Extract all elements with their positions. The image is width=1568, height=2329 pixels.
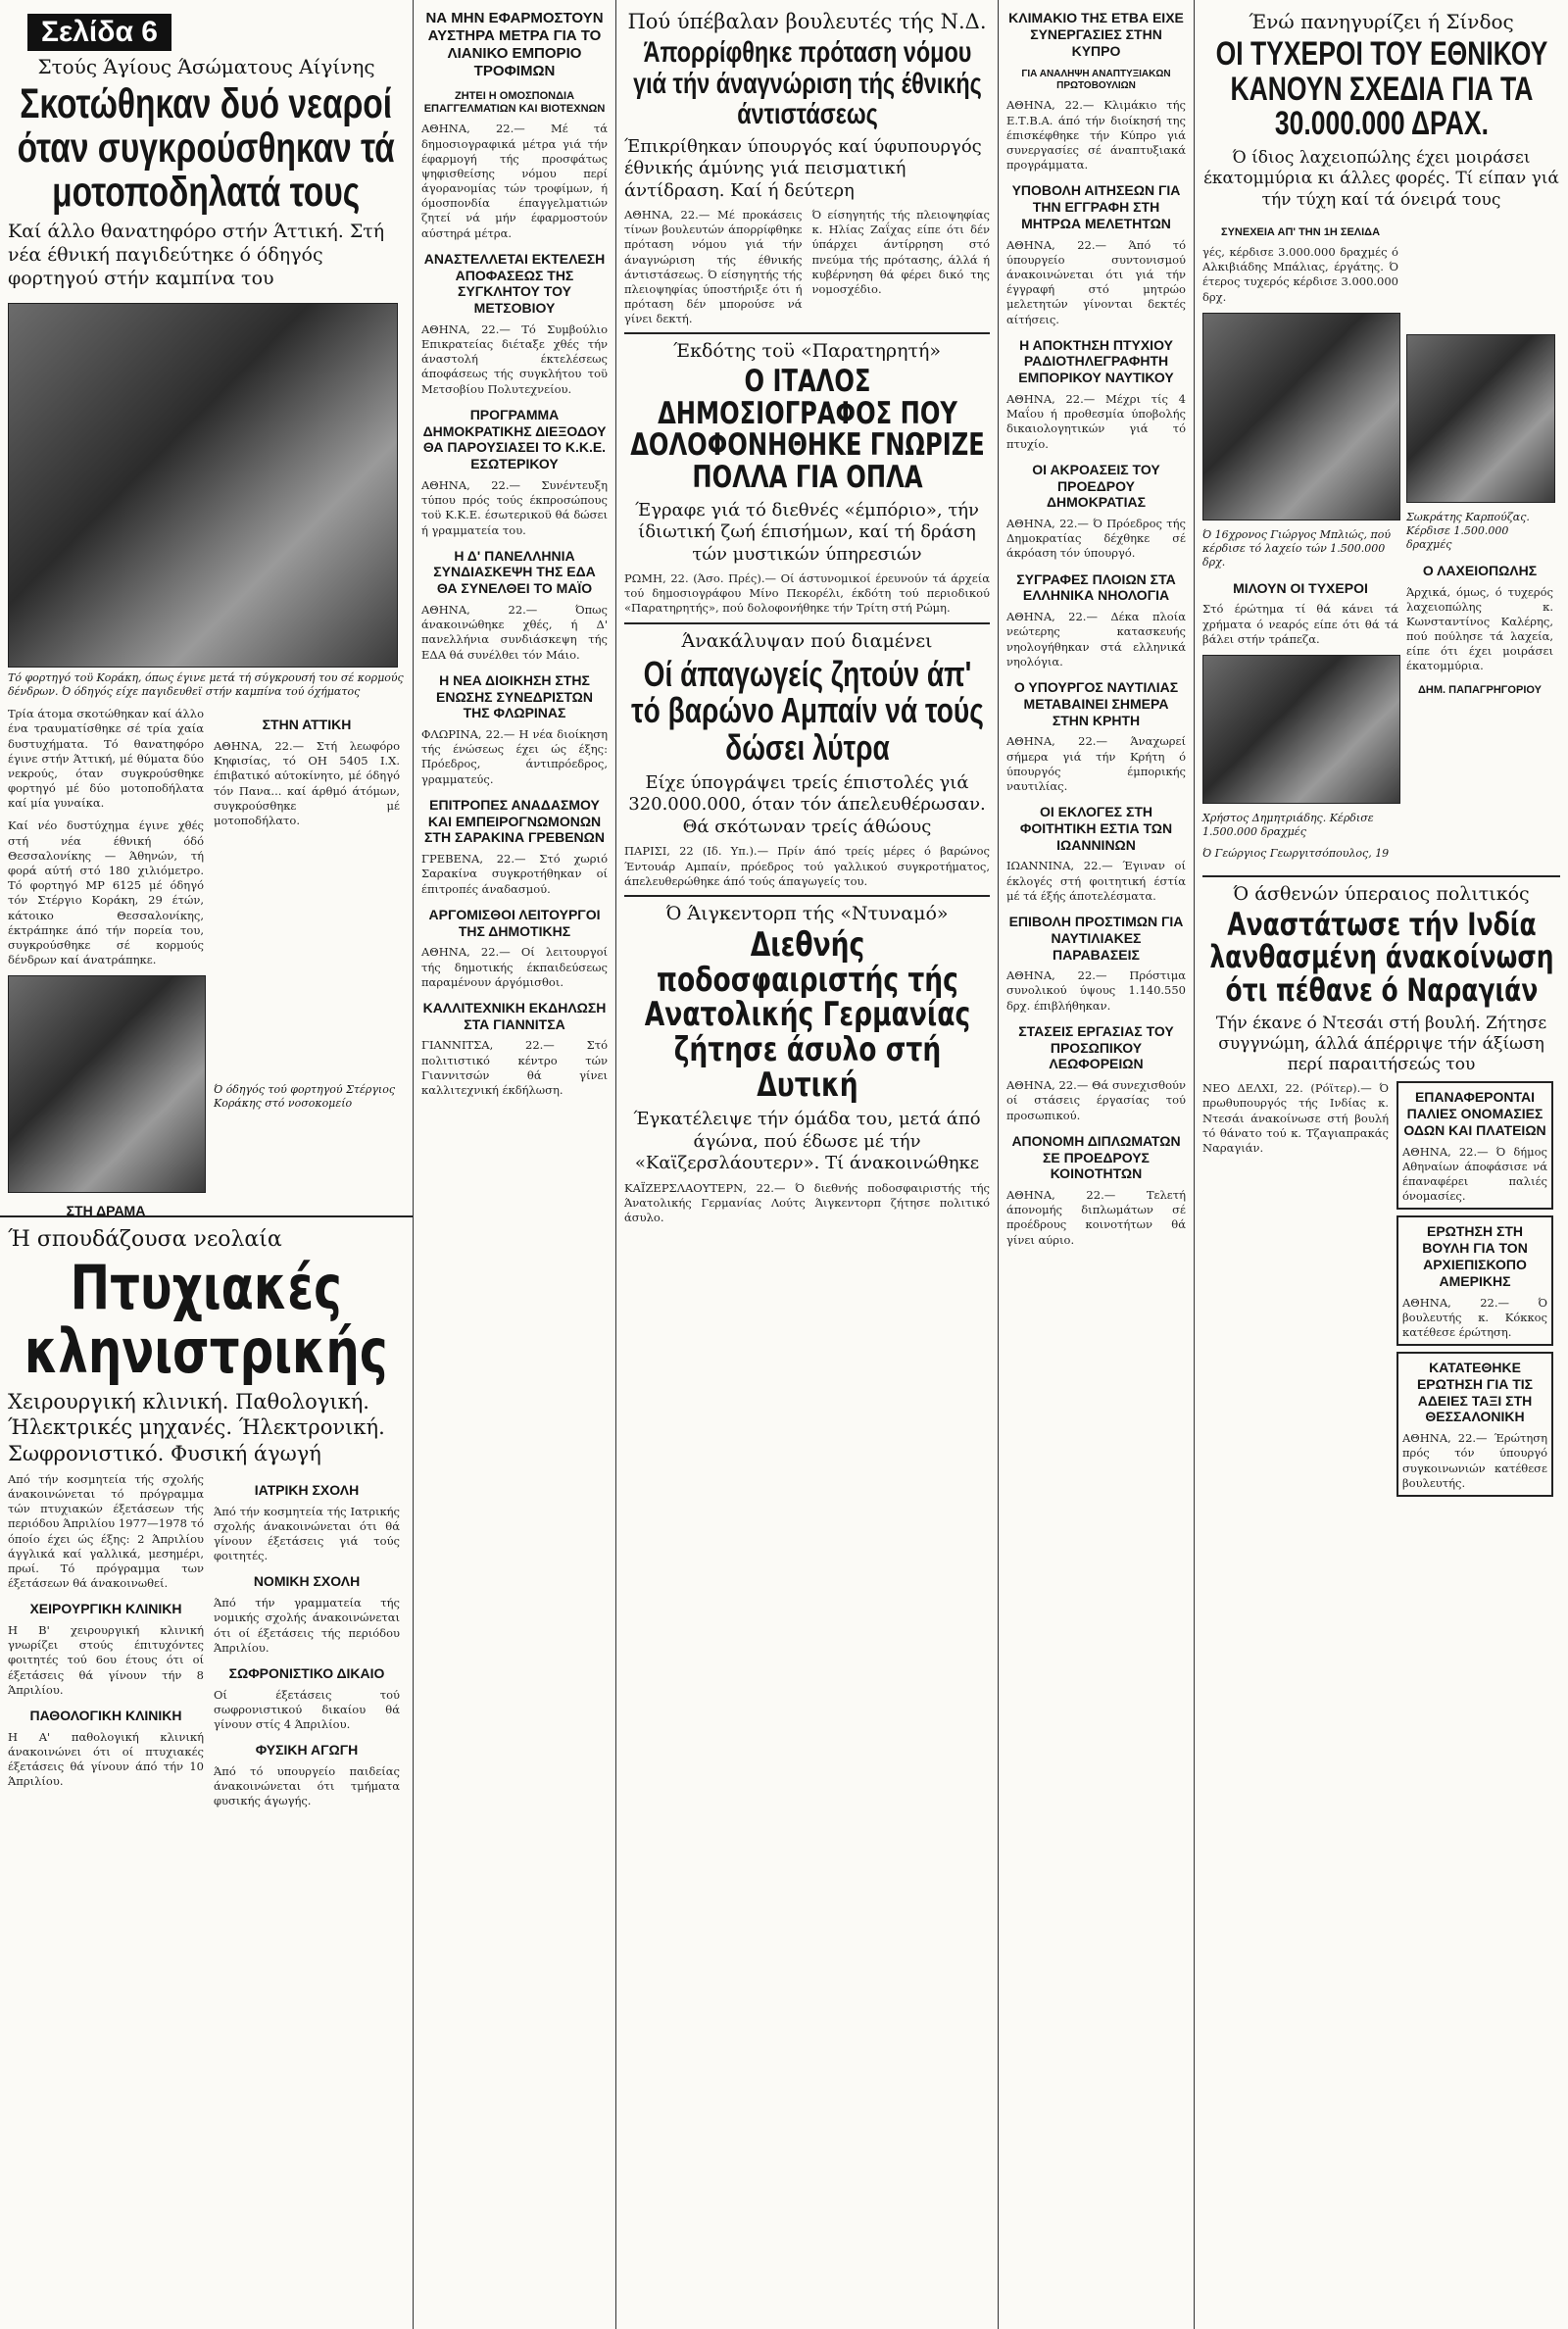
crash-truck-photo [8,303,398,668]
article-body: ΑΘΗΝΑ, 22.— Οί λειτουργοί τής δημοτικής έκπαιδεύσεως παραμένουν άργόμισθοι. [421,945,608,989]
article-body: Άπό τήν κοσμητεία τής Ιατρικής σχολής άνακοινώνεται ότι θά γίνουν έξετάσεις γιά τούς φοιτητές. [214,1504,400,1563]
article-subhead: Ό ίδιος λαχειοπώλης έχει μοιράσει έκατομμύρια κι άλλες φορές. Τί είπαν γιά τήν τύχη καί τά όνειρά τους [1203,148,1559,210]
section-heading: ΣΤΗ ΔΡΑΜΑ [66,1203,146,1215]
column-4 [999,0,1194,2329]
article-kicker: Πού ύπέβαλαν βουλευτές τής Ν.Δ. [627,10,987,33]
article-body: ΑΘΗΝΑ, 22.— Άπό τό ύπουργείο συντονισμού άνακοινώνεται ότι γιά τήν έγγραφή στό μητρώο μελετητών γίνονται δεκτές αίτήσεις. [1006,237,1186,326]
section-heading: ΣΥΝΕΧΕΙΑ ΑΠ' ΤΗΝ 1Η ΣΕΛΙΔΑ [1220,225,1381,238]
photo-caption: Ό Γεώργιος Γεωργιτσόπουλος, 19 [1202,847,1390,861]
article-headline: Ο ΥΠΟΥΡΓΟΣ ΝΑΥΤΙΛΙΑΣ ΜΕΤΑΒΑΙΝΕΙ ΣΗΜΕΡΑ ΣΤΗΝ ΚΡΗΤΗ [1013,678,1179,728]
article-headline: ΑΝΑΣΤΕΛΛΕΤΑΙ ΕΚΤΕΛΕΣΗ ΑΠΟΦΑΣΕΩΣ ΤΗΣ ΣΥΓΚΛΗΤΟΥ ΤΟΥ ΜΕΤΣΟΒΙΟΥ [423,250,606,317]
article-body: Η Α' παθολογική κλινική άνακοινώνει ότι οί πτυχιακές έξετάσεις θά γίνουν άπό τήν 10 Άπριλίου. [8,1729,204,1789]
article-body: ΦΛΩΡΙΝΑ, 22.— Η νέα διοίκηση τής ένώσεως έχει ώς έξης: Πρόεδρος, άντιπρόεδρος, γραμματεύς. [421,727,608,786]
column-2 [414,0,615,2329]
article-headline: Ο ΙΤΑΛΟΣ ΔΗΜΟΣΙΟΓΡΑΦΟΣ ΠΟΥ ΔΟΛΟΦΟΝΗΘΗΚΕ ΓΝΩΡΙΖΕ ΠΟΛΛΑ ΓΙΑ ΟΠΛΑ [629,364,985,496]
article-headline: ΟΙ ΑΚΡΟΑΣΕΙΣ ΤΟΥ ΠΡΟΕΔΡΟΥ ΔΗΜΟΚΡΑΤΙΑΣ [1032,461,1160,511]
box-headline: ΕΡΩΤΗΣΗ ΣΤΗ ΒΟΥΛΗ ΓΙΑ ΤΟΝ ΑΡΧΙΕΠΙΣΚΟΠΟ ΑΜΕΡΙΚΗΣ [1422,1223,1528,1289]
article-headline: ΚΑΛΛΙΤΕΧΝΙΚΗ ΕΚΔΗΛΩΣΗ ΣΤΑ ΓΙΑΝΝΙΤΣΑ [422,999,607,1032]
winner-photo-boy [1202,313,1400,520]
article-body: ΑΘΗΝΑ, 22.— Μέ τά δημοσιογραφικά μέτρα γιά τήν έφαρμογή τής προσφάτως ψηφισθείσης νόμου περί άγορανομίας τών τροφίμων, ή όμοσπονδία έπαγγελματιών ζητεί νά μήν έφαρμοστούν αύστηρά μέτρα. [421,122,608,240]
article-headline: ΑΡΓΟΜΙΣΘΟΙ ΛΕΙΤΟΥΡΓΟΙ ΤΗΣ ΔΗΜΟΤΙΚΗΣ [428,906,601,939]
article-subhead: Έγκατέλειψε τήν όμάδα του, μετά άπό άγώνα, πού έδωσε μέ τήν «Καϊζερσλάουτερν». Τί άνακοινώθηκε [633,1109,981,1174]
article-headline: ΥΠΟΒΟΛΗ ΑΙΤΗΣΕΩΝ ΓΙΑ ΤΗΝ ΕΓΓΡΑΦΗ ΣΤΗ ΜΗΤΡΩΑ ΜΕΛΕΤΗΤΩΝ [1011,182,1181,231]
section-heading: ΝΟΜΙΚΗ ΣΧΟΛΗ [253,1573,361,1590]
article-body: Άπό τήν γραμματεία τής νομικής σχολής άνακοινώνεται ότι οί έξετάσεις τής περιόδου Άπριλίου. [214,1596,400,1655]
article-subhead: ΓΙΑ ΑΝΑΛΗΨΗ ΑΝΑΠΤΥΞΙΑΚΩΝ ΠΡΩΤΟΒΟΥΛΙΩΝ [1021,69,1171,92]
article-body: ΑΘΗΝΑ, 22.— Κλιμάκιο τής Ε.Τ.Β.Α. άπό τήν διοίκησή της έπισκέφθηκε τήν Κύπρο γιά συνεργασίες σέ άναπτυξιακά προγράμματα. [1006,98,1186,173]
article-body: ΑΘΗΝΑ, 22.— Συνέντευξη τύπου πρός τούς έκπροσώπους τοϋ Κ.Κ.Ε. έσωτερικοϋ θά δώσει ή γραμματεία του. [421,477,608,537]
section-heading: ΠΑΘΟΛΟΓΙΚΗ ΚΛΙΝΙΚΗ [29,1707,182,1723]
byline: ΔΗΜ. ΠΑΠΑΓΡΗΓΟΡΙΟΥ [1418,683,1542,696]
photo-caption: Χρήστος Δημητριάδης. Κέρδισε 1.500.000 δραχμές [1202,811,1374,839]
article-subhead: Τήν έκανε ό Ντεσάι στή βουλή. Ζήτησε συγγνώμη, άλλά άπέρριψε τήν άξίωση περί παραιτήσεώς του [1215,1013,1547,1075]
article-body: ΡΩΜΗ, 22. (Άσο. Πρές).— Οί άστυνομικοί έρευνούν τά άρχεία τού δημοσιογράφου Μίνο Πεκορέλι, έκδότη τού περιοδικού «Παρατηρητής», πού δολοφονήθηκε τήν Τρίτη στή Ρώμη. [624,571,990,616]
section-heading: ΣΩΦΡΟΝΙΣΤΙΚΟ ΔΙΚΑΙΟ [228,1664,385,1681]
article-subhead: Χειρουργική κλινική. Παθολογική. Ήλεκτρικές μηχανές. Ήλεκτρονική. Σωφρονιστικό. Φυσική άγωγή [8,1390,385,1465]
article-body: ΑΘΗΝΑ, 22.— Μέχρι τίς 4 Μαΐου ή προθεσμία ύποβολής δικαιολογητικών γιά τό πτυχίο. [1006,392,1186,451]
page-label: Σελίδα 6 [27,14,172,51]
photo-caption: Τό φορτηγό τοϋ Κοράκη, όπως έγινε μετά τή σύγκρουσή του σέ κορμούς δένδρων. Ό όδηγός είχε παγιδευθεϊ στήν καμπίνα τού όχήματος [8,670,404,698]
article-headline: Η ΑΠΟΚΤΗΣΗ ΠΤΥΧΙΟΥ ΡΑΔΙΟΤΗΛΕΓΡΑΦΗΤΗ ΕΜΠΟΡΙΚΟΥ ΝΑΥΤΙΚΟΥ [1018,336,1174,386]
article-body: Από τήν κοσμητεία τής σχολής άνακοινώνεται τό πρόγραμμα τών πτυχιακών έξετάσεων τής περιόδου Άπριλίου 1977—1978 τό όποίο έχει ώς έξης: 2 Άπριλίου άγγλικά καί γαλλικά, μεσημέρι, πρωί. Τό πρόγραμμα των έξετάσεων θά άνακοινωθεί. [8,1471,204,1591]
winner-photo-man [1202,655,1400,804]
article-body: ΑΘΗΝΑ, 22.— Μέ προκάσεις τίνων βουλευτών άπορρίφθηκε πρόταση νόμου γιά τήν άναγνώριση τής έθνικής άντιστάσεως. Ό είσηγητής τής πλειοψηφίας ύποστήριξε ότι ή πρόταση δέν μπορούσε νά γίνει δεκτή. [624,208,803,326]
box-headline: ΕΠΑΝΑΦΕΡΟΝΤΑΙ ΠΑΛΙΕΣ ΟΝΟΜΑΣΙΕΣ ΟΔΩΝ ΚΑΙ ΠΛΑΤΕΙΩΝ [1403,1089,1546,1138]
article-body: Ό είσηγητής τής πλειοψηφίας κ. Ηλίας Ζαΐχας είπε ότι δέν ύπάρχει άντίρρηση στό πνεύμα τής πρότασης, άλλά ή κυβέρνηση θά φέρει δικό της νομοσχέδιο. [811,208,990,296]
article-body: ΑΘΗΝΑ, 22.— Όπως άνακοινώθηκε χθές, ή Δ' πανελλήνια συνδιάσκεψη τής ΕΔΑ θά συνέλθει τόν Μάιο. [421,603,608,662]
section-heading: ΜΙΛΟΥΝ ΟΙ ΤΥΧΕΡΟΙ [1233,579,1368,596]
article-subhead: Καί άλλο θανατηφόρο στήν Άττική. Στή νέα έθνική παγιδεύτηκε ό όδηγός φορτηγού στήν καμπίνα του [8,221,385,289]
article-headline: ΟΙ ΤΥΧΕΡΟΙ ΤΟΥ ΕΘΝΙΚΟΥ ΚΑΝΟΥΝ ΣΧΕΔΙΑ ΓΙΑ ΤΑ 30.000.000 ΔΡΑΧ. [1215,35,1547,143]
driver-hospital-photo [8,975,206,1193]
article-kicker: Ή σπουδάζουσα νεολαία [8,1227,282,1252]
column-left-bottom [0,1215,413,2329]
article-headline: Διεθνής ποδοσφαιριστής τής Ανατολικής Γερμανίας ζήτησε άσυλο στή Δυτική [644,924,970,1105]
article-body: ΓΡΕΒΕΝΑ, 22.— Στό χωριό Σαρακίνα συγκροτήθηκαν οί έπιτροπές άναδασμού. [421,852,608,896]
article-headline: ΕΠΙΤΡΟΠΕΣ ΑΝΑΔΑΣΜΟΥ ΚΑΙ ΕΜΠΕΙΡΟΓΝΩΜΟΝΩΝ ΣΤΗ ΣΑΡΑΚΙΝΑ ΓΡΕΒΕΝΩΝ [424,796,605,846]
article-body: ΑΘΗΝΑ, 22.— Τό Συμβούλιο Επικρατείας διέταξε χθές τήν άναστολή έκτελέσεως άποφάσεως τής συγκλήτου τοϋ Μετσοβίου Πολυτεχνείου. [421,322,608,396]
section-heading: ΧΕΙΡΟΥΡΓΙΚΗ ΚΛΙΝΙΚΗ [29,1601,182,1617]
article-body: ΙΩΑΝΝΙΝΑ, 22.— Έγιναν οί έκλογές στή φοιτητική έστία μέ τά έξής άποτελέσματα. [1006,859,1186,903]
article-headline: ΠΡΟΓΡΑΜΜΑ ΔΗΜΟΚΡΑΤΙΚΗΣ ΔΙΕΞΟΔΟΥ ΘΑ ΠΑΡΟΥΣΙΑΣΕΙ ΤΟ Κ.Κ.Ε. ΕΣΩΤΕΡΙΚΟΥ [422,406,607,472]
article-body: ΚΑΪΖΕΡΣΛΑΟΥΤΕΡΝ, 22.— Ό διεθνής ποδοσφαιριστής τής Άνατολικής Γερμανίας Λούτς Άιγκεντορπ ζήτησε πολιτικό άσυλο. [624,1180,990,1225]
photo-caption: Ό όδηγός τού φορτηγού Στέργιος Κοράκης στό νοσοκομείο [214,1083,396,1111]
column-right [1195,0,1568,2329]
article-headline: Οί άπαγωγείς ζητούν άπ' τό βαρώνο Αμπαίν νά τούς δώσει λύτρα [630,653,984,768]
article-body: ΑΘΗΝΑ, 22.— Θά συνεχισθούν οί στάσεις έργασίας τού προσωπικού. [1006,1078,1186,1122]
article-subhead: Έπικρίθηκαν ύπουργός καί ύφυπουργός έθνικής άμύνης γιά πεισματική άντίδραση. Καί ή δεύτερη [624,135,982,201]
article-body: ΑΘΗΝΑ, 22.— Δέκα πλοία νεώτερης κατασκευής νηολογήθηκαν στά ελληνικά νηολόγια. [1006,610,1186,669]
article-body: ΑΘΗΝΑ, 22.— Στή λεωφόρο Κηφισίας, τό ΟΗ 5405 Ι.Χ. έπιβατικό αύτοκίνητο, μέ όδηγό τόν Πανα... καί άρθμό άτόμων, συγκρούσθηκε μέ μοτοποδήλατο. [214,739,400,827]
article-headline: ΟΙ ΕΚΛΟΓΕΣ ΣΤΗ ΦΟΙΤΗΤΙΚΗ ΕΣΤΙΑ ΤΩΝ ΙΩΑΝΝΙΝΩΝ [1019,804,1173,853]
article-body: Οί έξετάσεις τού σωφρονιστικού δικαίου θά γίνουν στίς 4 Άπριλίου. [214,1687,400,1732]
section-heading: ΦΥΣΙΚΗ ΑΓΩΓΗ [255,1742,359,1759]
article-body: ΝΕΟ ΔΕΛΧΙ, 22. (Ρόϊτερ).— Ό πρωθυπουργός τής Ινδίας κ. Ντεσάι άνακοίνωσε στή βουλή τό θάνατο τού κ. Τζαγιαπρακάς Ναραγιάν. [1202,1081,1389,1155]
article-kicker: Ό άσθενών ύπεραιος πολιτικός [1233,882,1530,905]
article-body: Καί νέο δυστύχημα έγινε χθές στή νέα έθνική όδό Θεσσαλονίκης — Άθηνών, τή φορά αύτή στό 180 χιλιόμετρο. Τό φορτηγό ΜΡ 6125 μέ όδηγό τόν Στέργιο Κοράκη, 29 έτών, κάτοικο Θεσσαλονίκης, έκτράπηκε άπό τήν πορεία του, συγκρούσθηκε σέ κορμούς δένδρων καί άνατράπηκε. [8,818,204,967]
article-kicker: Ένώ πανηγυρίζει ή Σίνδος [1249,10,1514,33]
article-body: ΠΑΡΙΣΙ, 22 (Ιδ. Υπ.).— Πρίν άπό τρείς μέρες ό βαρώνος Έντουάρ Αμπαίν, πρόεδρος τού γαλλικού συγκροτήματος, άπελευθερώθηκε άπό τούς άπαγωγείς του. [624,844,990,888]
box-body: ΑΘΗΝΑ, 22.— Έρώτηση πρός τόν ύπουργό συγκοινωνιών κατέθεσε βουλευτής. [1402,1431,1547,1490]
article-body: Άπό τό υπουργείο παιδείας άνακοινώνεται ότι τμήματα φυσικής άγωγής. [214,1764,400,1809]
article-body: Τρία άτομα σκοτώθηκαν καί άλλο ένα τραυματίσθηκε σέ τρία χαία δυστυχήματα. Τό θανατηφόρο έγινε στήν Άττική, μέ θύματα δύο νεκρούς, όταν συγκρούσθηκε φορτηγό μέ δύο μοτοποδήλατα καί μία γυναίκα. [8,707,204,811]
section-heading: Ο ΛΑΧΕΙΟΠΩΛΗΣ [1422,562,1538,578]
article-subhead: Έγραφε γιά τό διεθνές «έμπόριο», τήν ίδιωτική ζωή έπισήμων, καί τή δράση τών μυστικών ύπηρεσιών [635,499,979,565]
article-headline: Άπορρίφθηκε πρόταση νόμου γιά τήν άναγνώριση τής έθνικής άντιστάσεως [632,36,982,130]
article-body: ΑΘΗΝΑ, 22.— Ό Πρόεδρος τής Δημοκρατίας δέχθηκε σέ άκρόαση τόν ύπουργό. [1006,517,1186,561]
article-headline: ΣΤΑΣΕΙΣ ΕΡΓΑΣΙΑΣ ΤΟΥ ΠΡΟΣΩΠΙΚΟΥ ΛΕΩΦΟΡΕΙΩΝ [1018,1022,1174,1072]
article-kicker: Άνακάλυψαν πού διαμένει [681,629,933,652]
article-body: Η Β' χειρουργική κλινική γνωρίζει στούς έπιτυχόντες φοιτητές τού 6ου έτους ότι οί έξετάσεις θά γίνουν τήν 8 Άπριλίου. [8,1623,204,1697]
article-body: ΑΘΗΝΑ, 22.— Άναχωρεί σήμερα γιά τήν Κρήτη ό ύπουργός έμπορικής ναυτιλίας. [1006,734,1186,793]
photo-caption: Σωκράτης Καρπούζας. Κέρδισε 1.500.000 δραχμές [1406,510,1530,552]
article-body: ΓΙΑΝΝΙΤΣΑ, 22.— Στό πολιτιστικό κέντρο τών Γιαννιτσών θά γίνει καλλιτεχνική έκδήλωση. [421,1038,608,1097]
article-headline: Η Δ' ΠΑΝΕΛΛΗΝΙΑ ΣΥΝΔΙΑΣΚΕΨΗ ΤΗΣ ΕΔΑ ΘΑ ΣΥΝΕΛΘΕΙ ΤΟ ΜΑΪΟ [433,547,596,597]
article-body: Στό έρώτημα τί θά κάνει τά χρήματα ό νεαρός είπε ότι θά τά βάλει στήν τράπεζα. [1202,602,1398,646]
photo-caption: Ό 16χρονος Γιώργος Μπλιώς, πού κέρδισε τό λαχείο τών 1.500.000 δρχ. [1202,527,1392,570]
article-subhead: Είχε ύπογράψει τρείς έπιστολές γιά 320.000.000, όταν τόν άπελευθέρωσαν. Θά σκότωναν τρείς άθώους [628,771,986,837]
article-headline: Η ΝΕΑ ΔΙΟΙΚΗΣΗ ΣΤΗΣ ΕΝΩΣΗΣ ΣΥΝΕΔΡΙΣΤΩΝ ΤΗΣ ΦΛΩΡΙΝΑΣ [436,671,593,721]
article-headline: Σκοτώθηκαν δυό νεαροί όταν συγκρούσθηκαν τά μοτοποδηλατά τους [17,80,396,217]
article-headline: ΝΑ ΜΗΝ ΕΦΑΡΜΟΣΤΟΥΝ ΑΥΣΤΗΡΑ ΜΕΤΡΑ ΓΙΑ ΤΟ ΛΙΑΝΙΚΟ ΕΜΠΟΡΙΟ ΤΡΟΦΙΜΩΝ [425,10,604,79]
winner-photo-elder [1406,334,1555,503]
article-body: γές, κέρδισε 3.000.000 δραχμές ό Αλκιβιάδης Μπάλιας, έργάτης. Ό έτερος τυχερός κέρδισε 3.000.000 δρχ. [1202,245,1398,304]
article-headline: Πτυχιακές κληνιστρικής [24,1252,388,1388]
article-headline: ΚΛΙΜΑΚΙΟ ΤΗΣ ΕΤΒΑ ΕΙΧΕ ΣΥΝΕΡΓΑΣΙΕΣ ΣΤΗΝ ΚΥΠΡΟ [1008,10,1184,59]
article-subhead: ΖΗΤΕΙ Η ΟΜΟΣΠΟΝΔΙΑ ΕΠΑΓΓΕΛΜΑΤΙΩΝ ΚΑΙ ΒΙΟΤΕΧΝΩΝ [423,90,606,116]
box-body: ΑΘΗΝΑ, 22.— Ό δήμος Αθηναίων άποφάσισε νά έπαναφέρει παλιές όνομασίες. [1402,1144,1547,1204]
box-headline: ΚΑΤΑΤΕΘΗΚΕ ΕΡΩΤΗΣΗ ΓΙΑ ΤΙΣ ΑΔΕΙΕΣ ΤΑΞΙ ΣΤΗ ΘΕΣΣΑΛΟΝΙΚΗ [1416,1360,1534,1425]
article-kicker: Στούς Άγίους Άσώματους Αίγίνης [37,55,375,78]
column-left-top [0,0,413,1215]
article-body: Άρχικά, όμως, ό τυχερός λαχειοπώλης κ. Κωνσταντίνος Καλέρης, πού πούλησε τά λαχεία, είπε ότι έχει μοιράσει έκατομμύρια. [1406,584,1553,673]
column-3 [616,0,998,2329]
box-body: ΑΘΗΝΑ, 22.— Ό βουλευτής κ. Κόκκος κατέθεσε έρώτηση. [1402,1295,1547,1339]
article-headline: ΕΠΙΒΟΛΗ ΠΡΟΣΤΙΜΩΝ ΓΙΑ ΝΑΥΤΙΛΙΑΚΕΣ ΠΑΡΑΒΑΣΕΙΣ [1008,913,1184,963]
article-body: ΑΘΗΝΑ, 22.— Τελετή άπονομής διπλωμάτων σέ προέδρους κοινοτήτων θά γίνει αύριο. [1006,1188,1186,1247]
section-heading: ΣΤΗΝ ΑΤΤΙΚΗ [262,717,352,733]
article-headline: Αναστάτωσε τήν Ινδία λανθασμένη άνακοίνωση ότι πέθανε ό Ναραγιάν [1208,905,1554,1009]
article-headline: ΣΥΓΡΑΦΕΣ ΠΛΟΙΩΝ ΣΤΑ ΕΛΛΗΝΙΚΑ ΝΗΟΛΟΓΙΑ [1016,570,1176,604]
article-headline: ΑΠΟΝΟΜΗ ΔΙΠΛΩΜΑΤΩΝ ΣΕ ΠΡΟΕΔΡΟΥΣ ΚΟΙΝΟΤΗΤΩΝ [1011,1132,1181,1182]
article-body: ΑΘΗΝΑ, 22.— Πρόστιμα συνολικού ύψους 1.140.550 δρχ. έπιβλήθηκαν. [1006,968,1186,1013]
article-kicker: Έκδότης τοϋ «Παρατηρητή» [673,340,941,363]
article-kicker: Ό Άιγκεντορπ τής «Ντυναμό» [665,902,949,924]
section-heading: ΙΑΤΡΙΚΗ ΣΧΟΛΗ [254,1481,360,1498]
